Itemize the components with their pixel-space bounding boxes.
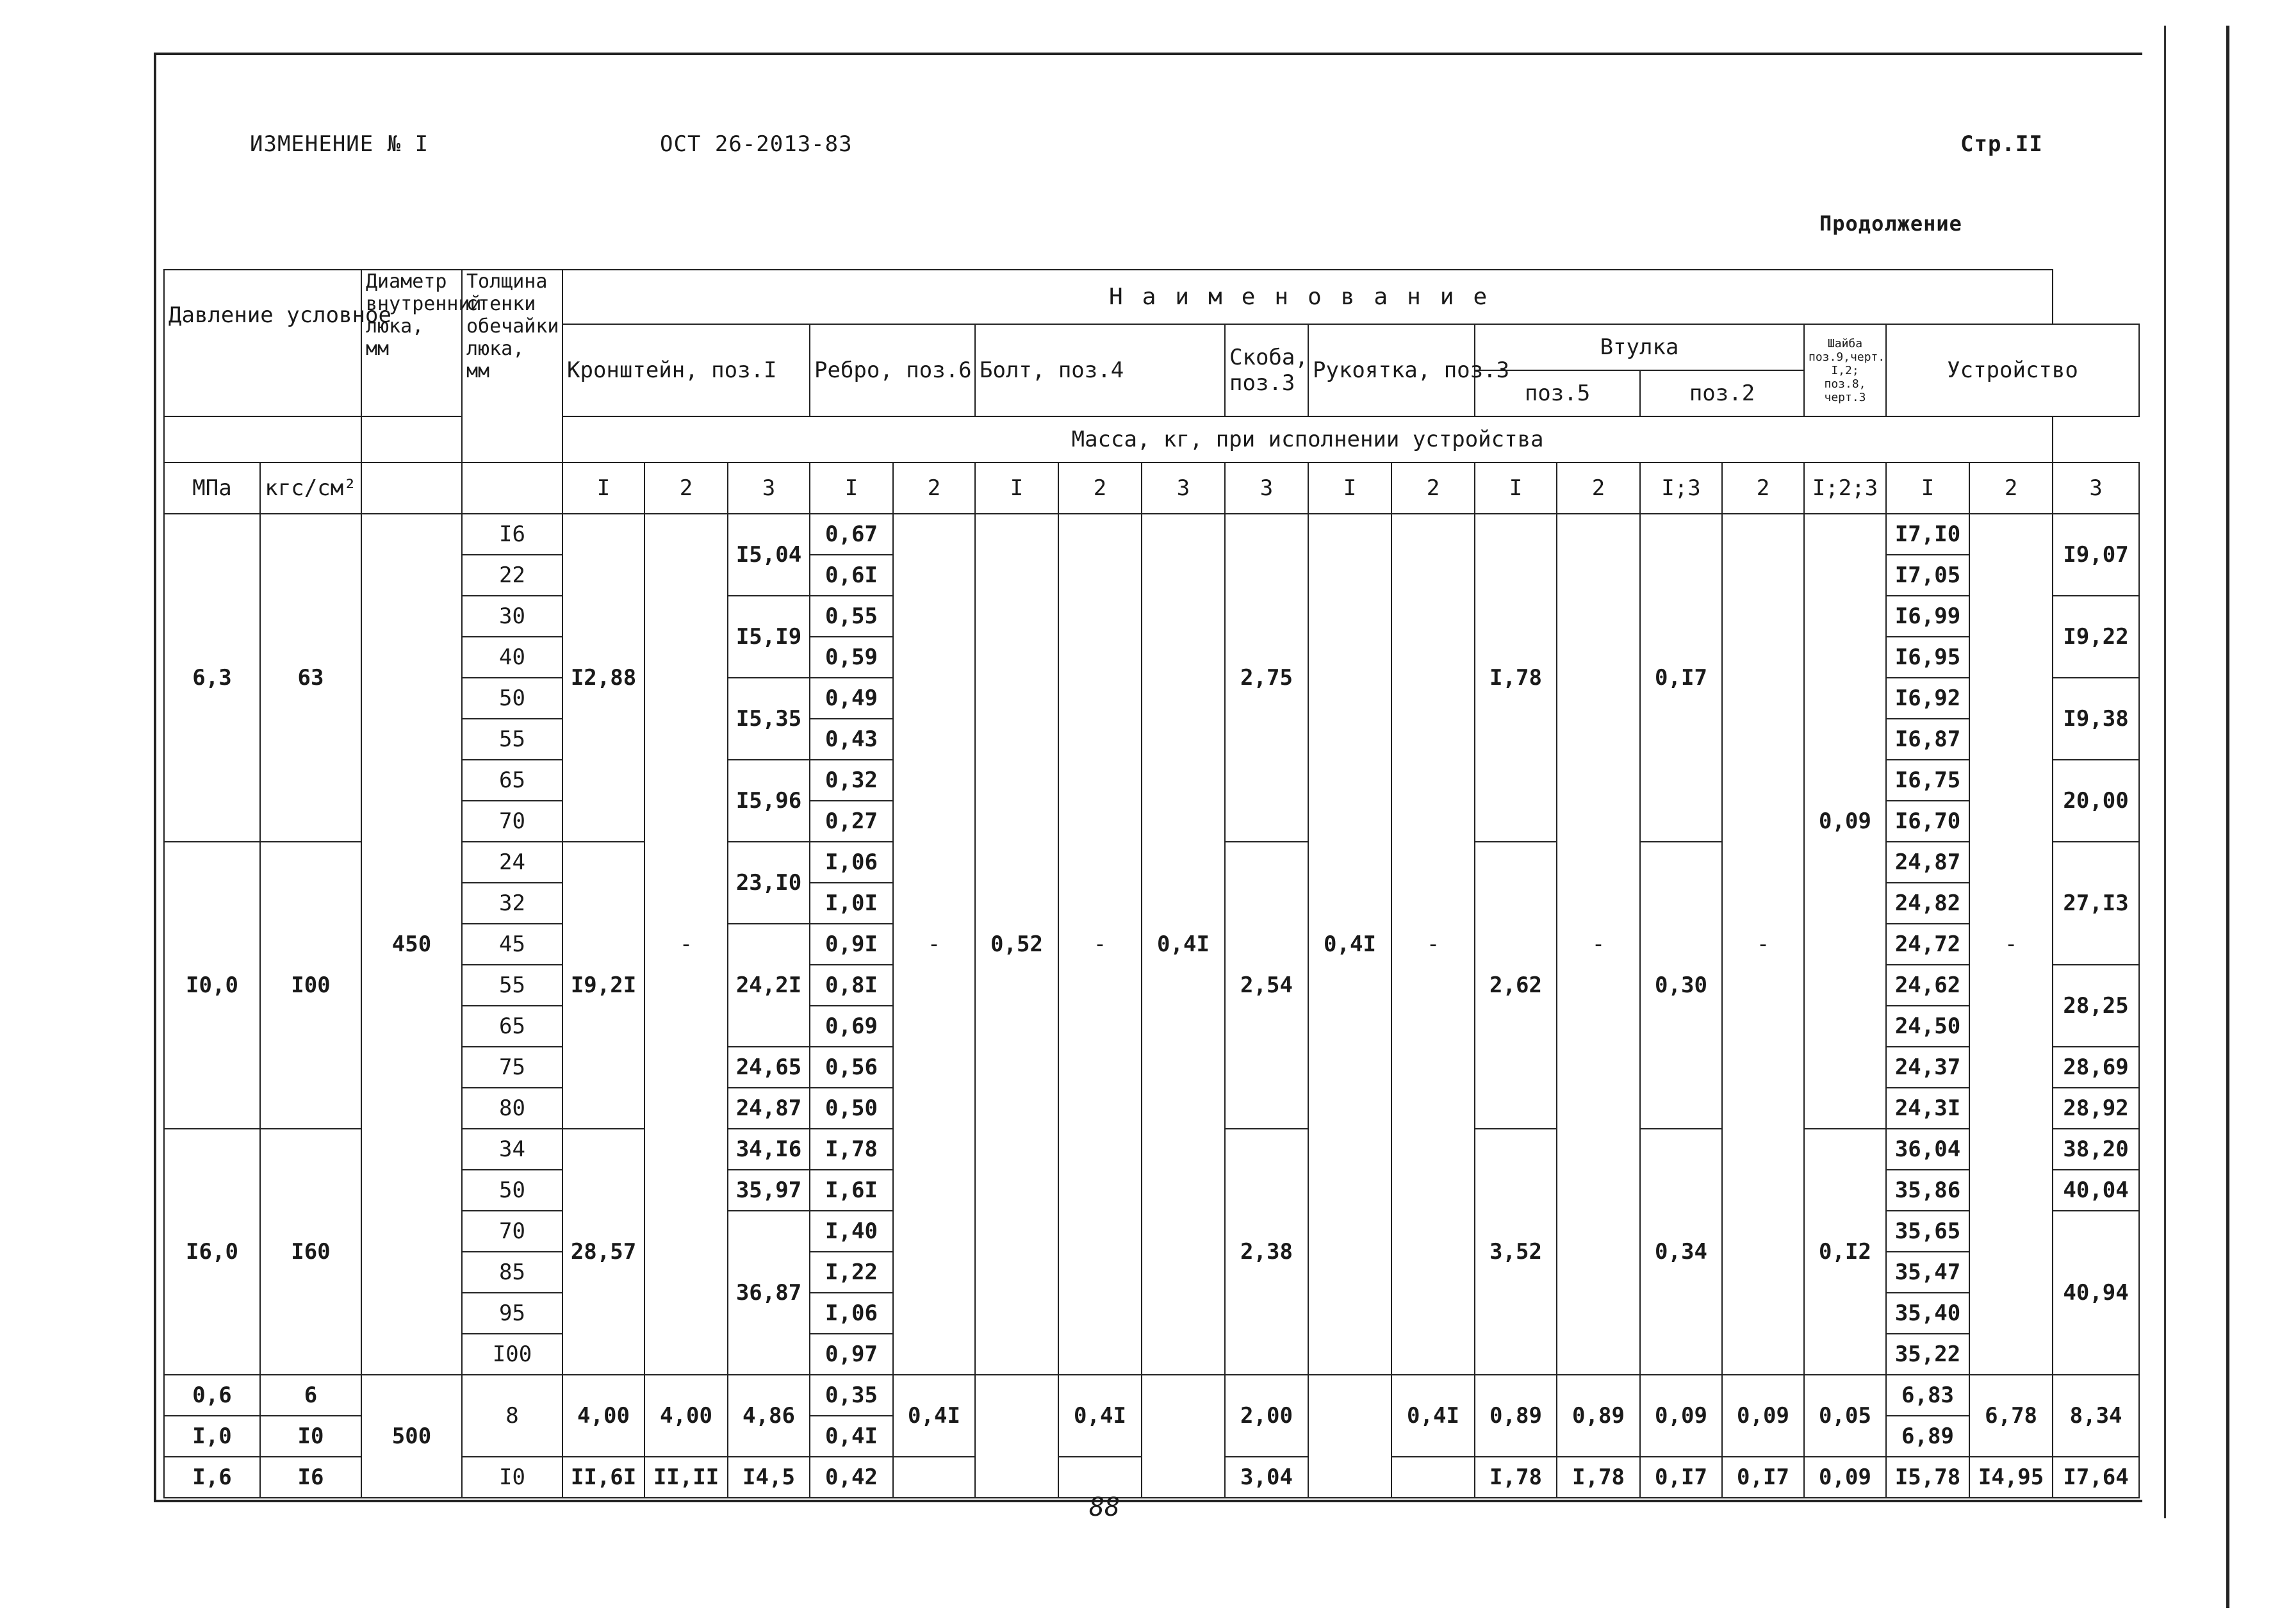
rib-1: I,6I <box>810 1170 893 1211</box>
washer: 0,I2 <box>1804 1129 1886 1375</box>
bracket-2: 4,00 <box>644 1375 728 1457</box>
thickness-cell: 32 <box>462 883 562 924</box>
bolt-2: - <box>1058 514 1142 1375</box>
table-row <box>164 514 2139 555</box>
rib-2: - <box>893 514 975 1375</box>
clamp-3: 2,38 <box>1225 1129 1308 1375</box>
rib-1: I,78 <box>810 1129 893 1170</box>
col-num: 3 <box>728 463 810 514</box>
device-1: I5,78 <box>1886 1457 1969 1498</box>
col-num: I;2;3 <box>1804 463 1886 514</box>
group-bracket: Кронштейн, поз.I <box>562 324 810 416</box>
clamp-3: 3,04 <box>1225 1457 1308 1498</box>
group-bushing: Втулка <box>1475 324 1804 370</box>
bushing2-13: 0,I7 <box>1640 514 1722 842</box>
thickness-cell: 95 <box>462 1293 562 1334</box>
col-num: I <box>810 463 893 514</box>
bracket-3: 34,I6 <box>728 1129 810 1170</box>
pressure-kgf: I6 <box>260 1457 361 1498</box>
handle-1: 0,4I <box>1308 514 1391 1375</box>
device-1: 24,82 <box>1886 883 1969 924</box>
rib-1: 0,8I <box>810 965 893 1006</box>
col-num: 2 <box>1391 463 1475 514</box>
pressure-mpa: I6,0 <box>164 1129 260 1375</box>
device-1: 24,37 <box>1886 1047 1969 1088</box>
diameter-header: Диаметр внутренний люка, мм <box>361 270 462 416</box>
rib-1: 0,49 <box>810 678 893 719</box>
bushing5-2: 0,89 <box>1557 1375 1640 1457</box>
pressure-kgf: I00 <box>260 842 361 1129</box>
thickness-cell: 50 <box>462 1170 562 1211</box>
rib-2 <box>893 1457 975 1498</box>
device-1: 24,3I <box>1886 1088 1969 1129</box>
rib-1: I,06 <box>810 1293 893 1334</box>
col-num: I <box>1886 463 1969 514</box>
rib-1: 0,6I <box>810 555 893 596</box>
col-num: 2 <box>893 463 975 514</box>
rib-1: 0,50 <box>810 1088 893 1129</box>
rib-1: 0,55 <box>810 596 893 637</box>
bolt-2 <box>1058 1457 1142 1498</box>
thickness-cell: I0 <box>462 1457 562 1498</box>
device-1: 24,50 <box>1886 1006 1969 1047</box>
pressure-header: Давление условное <box>164 270 361 416</box>
col-num: I <box>562 463 644 514</box>
table-body <box>164 514 2139 1498</box>
right-margin-line <box>2164 26 2166 1518</box>
device-1: I6,75 <box>1886 760 1969 801</box>
device-3: I9,07 <box>2053 514 2139 596</box>
thickness-cell: 55 <box>462 719 562 760</box>
mass-table <box>163 269 2140 1490</box>
mass-header: Масса, кг, при исполнении устройства <box>562 416 2053 463</box>
bracket-3: I5,04 <box>728 514 810 596</box>
col-num: 3 <box>2053 463 2139 514</box>
device-3: I7,64 <box>2053 1457 2139 1498</box>
bushing5-1: 0,89 <box>1475 1375 1557 1457</box>
thickness-cell: 45 <box>462 924 562 965</box>
device-3: 8,34 <box>2053 1375 2139 1457</box>
col-num: I <box>975 463 1058 514</box>
column-number-row <box>164 463 2139 514</box>
rib-1: 0,32 <box>810 760 893 801</box>
bracket-3: I4,5 <box>728 1457 810 1498</box>
change-number: ИЗМЕНЕНИЕ № I <box>250 131 429 157</box>
device-1: 35,22 <box>1886 1334 1969 1375</box>
device-2: 6,78 <box>1969 1375 2053 1457</box>
handle-2: 0,4I <box>1391 1375 1475 1457</box>
bracket-3: I5,96 <box>728 760 810 842</box>
bracket-3: 35,97 <box>728 1170 810 1211</box>
clamp-3: 2,54 <box>1225 842 1308 1129</box>
device-1: I7,05 <box>1886 555 1969 596</box>
bolt-3 <box>1142 1375 1225 1498</box>
device-3: 20,00 <box>2053 760 2139 842</box>
group-clamp: Скоба, поз.3 <box>1225 324 1308 416</box>
device-1: 6,89 <box>1886 1416 1969 1457</box>
bracket-1: I2,88 <box>562 514 644 842</box>
washer: 0,09 <box>1804 1457 1886 1498</box>
bracket-3: I5,I9 <box>728 596 810 678</box>
device-1: I6,92 <box>1886 678 1969 719</box>
rib-1: 0,4I <box>810 1416 893 1457</box>
device-1: I6,95 <box>1886 637 1969 678</box>
bracket-2: - <box>644 514 728 1375</box>
thickness-cell: I6 <box>462 514 562 555</box>
device-1: 24,62 <box>1886 965 1969 1006</box>
bushing2-2: - <box>1722 514 1804 1375</box>
bushing2-13: 0,I7 <box>1640 1457 1722 1498</box>
thickness-cell: 40 <box>462 637 562 678</box>
pressure-kgf: 6 <box>260 1375 361 1416</box>
name-header: Наименование <box>562 270 2053 324</box>
thickness-cell: 8 <box>462 1375 562 1457</box>
device-1: I6,87 <box>1886 719 1969 760</box>
pressure-mpa: 6,3 <box>164 514 260 842</box>
bracket-3: 23,I0 <box>728 842 810 924</box>
device-1: I6,99 <box>1886 596 1969 637</box>
bracket-3: 24,2I <box>728 924 810 1047</box>
bolt-2: 0,4I <box>1058 1375 1142 1457</box>
page-mark: 88 <box>1089 1493 1120 1522</box>
bolt-3: 0,4I <box>1142 514 1225 1375</box>
rib-1: 0,59 <box>810 637 893 678</box>
rib-1: 0,97 <box>810 1334 893 1375</box>
thickness-cell: 22 <box>462 555 562 596</box>
col-num: 3 <box>1225 463 1308 514</box>
thickness-cell: 55 <box>462 965 562 1006</box>
diameter-cell: 450 <box>361 514 462 1375</box>
thickness-cell: 75 <box>462 1047 562 1088</box>
pressure-kgf: I60 <box>260 1129 361 1375</box>
device-3: 28,92 <box>2053 1088 2139 1129</box>
pressure-kgf: I0 <box>260 1416 361 1457</box>
device-3: I9,22 <box>2053 596 2139 678</box>
col-num: I <box>1308 463 1391 514</box>
col-num: 2 <box>1557 463 1640 514</box>
bushing5-1: 2,62 <box>1475 842 1557 1129</box>
rib-1: I,40 <box>810 1211 893 1252</box>
device-3: 27,I3 <box>2053 842 2139 965</box>
clamp-3: 2,00 <box>1225 1375 1308 1457</box>
rib-1: I,22 <box>810 1252 893 1293</box>
device-3: 38,20 <box>2053 1129 2139 1170</box>
rib-1: 0,69 <box>810 1006 893 1047</box>
bolt-1 <box>975 1375 1058 1498</box>
bushing2-13: 0,09 <box>1640 1375 1722 1457</box>
bracket-3: 24,87 <box>728 1088 810 1129</box>
col-num: I;3 <box>1640 463 1722 514</box>
col-num: 2 <box>1058 463 1142 514</box>
thickness-cell: 50 <box>462 678 562 719</box>
device-1: 24,72 <box>1886 924 1969 965</box>
bushing5-1: I,78 <box>1475 1457 1557 1498</box>
rib-2: 0,4I <box>893 1375 975 1457</box>
device-1: 6,83 <box>1886 1375 1969 1416</box>
rib-1: 0,9I <box>810 924 893 965</box>
rib-1: I,0I <box>810 883 893 924</box>
bolt-1: 0,52 <box>975 514 1058 1375</box>
group-handle: Рукоятка, поз.3 <box>1308 324 1475 416</box>
bushing2-13: 0,34 <box>1640 1129 1722 1375</box>
rib-1: 0,35 <box>810 1375 893 1416</box>
device-2: I4,95 <box>1969 1457 2053 1498</box>
bracket-1: 4,00 <box>562 1375 644 1457</box>
bushing5-1: I,78 <box>1475 514 1557 842</box>
rib-1: 0,56 <box>810 1047 893 1088</box>
thickness-cell: 80 <box>462 1088 562 1129</box>
subgroup-pos5: поз.5 <box>1475 370 1640 416</box>
bracket-3: 24,65 <box>728 1047 810 1088</box>
device-1: I6,70 <box>1886 801 1969 842</box>
pressure-mpa: 0,6 <box>164 1375 260 1416</box>
bushing5-1: 3,52 <box>1475 1129 1557 1375</box>
thickness-cell: 65 <box>462 1006 562 1047</box>
rib-1: I,06 <box>810 842 893 883</box>
col-num: 2 <box>1969 463 2053 514</box>
device-1: 36,04 <box>1886 1129 1969 1170</box>
device-3: 40,04 <box>2053 1170 2139 1211</box>
rib-1: 0,67 <box>810 514 893 555</box>
col-num: 2 <box>1722 463 1804 514</box>
bracket-1: I9,2I <box>562 842 644 1129</box>
pressure-mpa: I,6 <box>164 1457 260 1498</box>
handle-2: - <box>1391 514 1475 1375</box>
device-1: 35,65 <box>1886 1211 1969 1252</box>
device-1: 35,47 <box>1886 1252 1969 1293</box>
device-3: I9,38 <box>2053 678 2139 760</box>
rib-1: 0,43 <box>810 719 893 760</box>
bracket-3: 4,86 <box>728 1375 810 1457</box>
bracket-3: I5,35 <box>728 678 810 760</box>
col-num: I <box>1475 463 1557 514</box>
bracket-3: 36,87 <box>728 1211 810 1375</box>
page-number: Стр.II <box>1960 131 2043 157</box>
standard-number: ОСТ 26-2013-83 <box>660 131 853 157</box>
col-num: 2 <box>644 463 728 514</box>
clamp-3: 2,75 <box>1225 514 1308 842</box>
bushing2-2: 0,09 <box>1722 1375 1804 1457</box>
handle-1 <box>1308 1375 1391 1498</box>
bushing2-2: 0,I7 <box>1722 1457 1804 1498</box>
subgroup-pos2: поз.2 <box>1640 370 1804 416</box>
device-3: 28,25 <box>2053 965 2139 1047</box>
bushing5-2: I,78 <box>1557 1457 1640 1498</box>
table-row <box>164 1375 2139 1416</box>
bushing2-13: 0,30 <box>1640 842 1722 1129</box>
col-num: 3 <box>1142 463 1225 514</box>
pressure-mpa: I,0 <box>164 1416 260 1457</box>
bushing5-2: - <box>1557 514 1640 1375</box>
device-1: 35,40 <box>1886 1293 1969 1334</box>
group-rib: Ребро, поз.6 <box>810 324 975 416</box>
device-3: 28,69 <box>2053 1047 2139 1088</box>
washer: 0,09 <box>1804 514 1886 1129</box>
thickness-cell: 24 <box>462 842 562 883</box>
thickness-cell: 30 <box>462 596 562 637</box>
unit-mpa: МПа <box>164 463 260 514</box>
device-2: - <box>1969 514 2053 1375</box>
bracket-2: II,II <box>644 1457 728 1498</box>
group-washer: Шайба поз.9,черт. I,2; поз.8, черт.3 <box>1804 324 1886 416</box>
thickness-cell: 34 <box>462 1129 562 1170</box>
thickness-cell: 85 <box>462 1252 562 1293</box>
device-1: I7,I0 <box>1886 514 1969 555</box>
group-device: Устройство <box>1886 324 2139 416</box>
device-3: 40,94 <box>2053 1211 2139 1375</box>
group-bolt: Болт, поз.4 <box>975 324 1225 416</box>
unit-kgf: кгс/см² <box>260 463 361 514</box>
thickness-cell: 65 <box>462 760 562 801</box>
diameter-cell: 500 <box>361 1375 462 1498</box>
bracket-1: II,6I <box>562 1457 644 1498</box>
device-1: 35,86 <box>1886 1170 1969 1211</box>
thickness-header: Толщина стенки обечайки люка, мм <box>462 270 562 463</box>
pressure-mpa: I0,0 <box>164 842 260 1129</box>
rib-1: 0,42 <box>810 1457 893 1498</box>
handle-2 <box>1391 1457 1475 1498</box>
thickness-cell: 70 <box>462 801 562 842</box>
page-edge-line <box>2226 26 2229 1608</box>
continuation-label: Продолжение <box>1819 211 1962 236</box>
pressure-kgf: 63 <box>260 514 361 842</box>
thickness-cell: 70 <box>462 1211 562 1252</box>
washer: 0,05 <box>1804 1375 1886 1457</box>
device-1: 24,87 <box>1886 842 1969 883</box>
thickness-cell: I00 <box>462 1334 562 1375</box>
bracket-1: 28,57 <box>562 1129 644 1375</box>
rib-1: 0,27 <box>810 801 893 842</box>
